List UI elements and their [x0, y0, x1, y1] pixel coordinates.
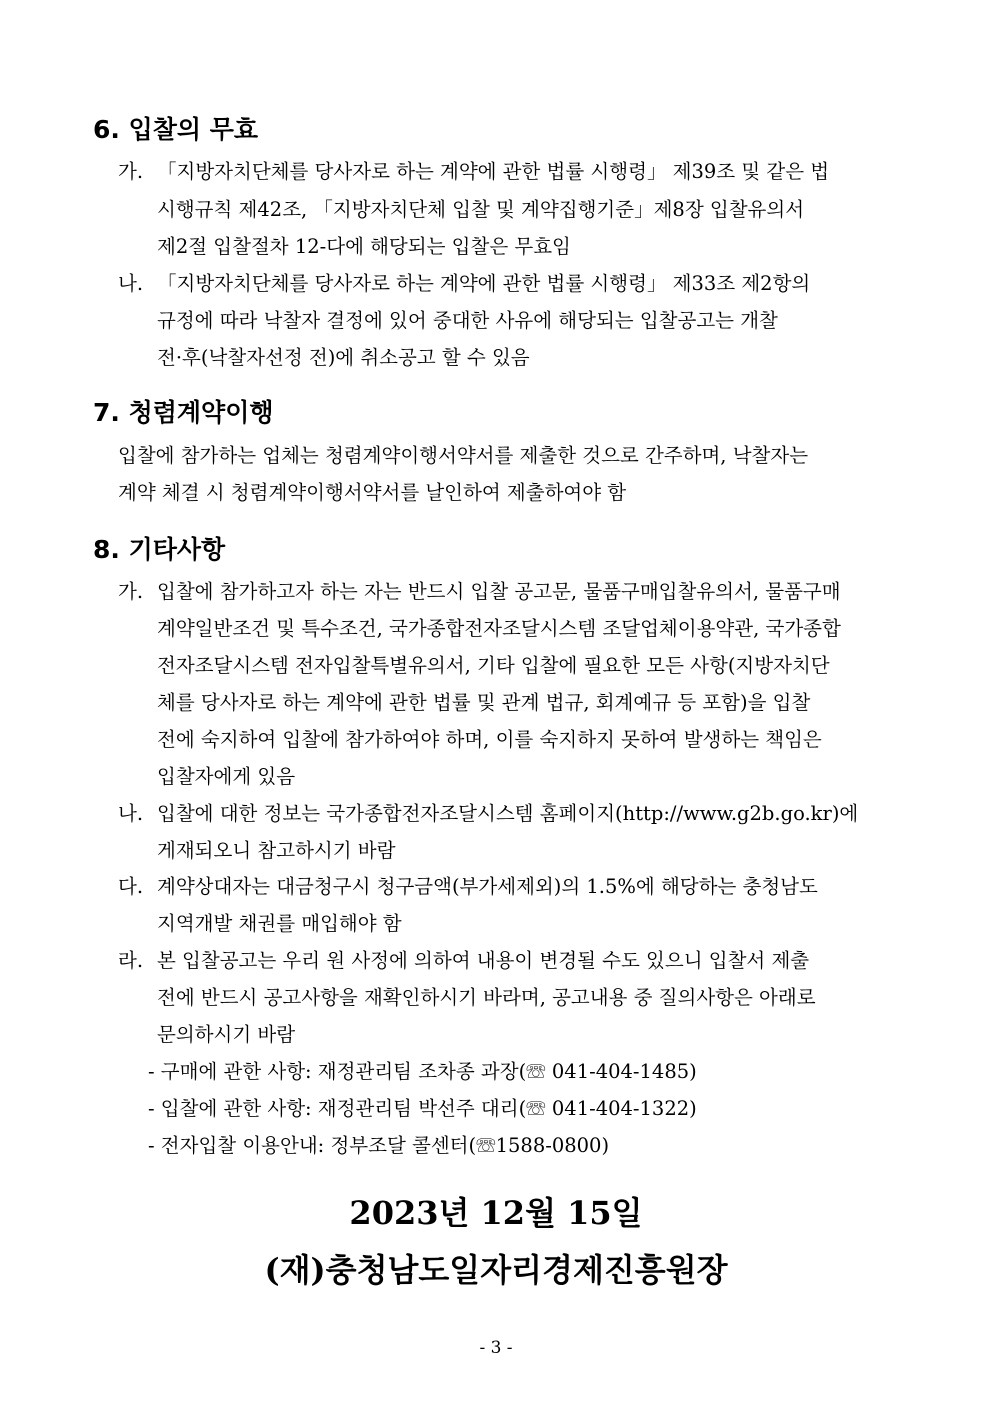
item-line: 시행규칙 제42조, 「지방자치단체 입찰 및 계약집행기준」제8장 입찰유의서	[157, 198, 805, 221]
item-line: 체를 당사자로 하는 계약에 관한 법률 및 관계 법규, 회계예규 등 포함)을 입찰	[157, 691, 811, 714]
item-line: 계약상대자는 대금청구시 청구금액(부가세제외)의 1.5%에 해당하는 충청남도	[157, 875, 818, 898]
item-line: 전에 숙지하여 입찰에 참가하여야 하며, 이를 숙지하지 못하여 발생하는 책임은	[157, 728, 822, 751]
item-line: 입찰에 대한 정보는 국가종합전자조달시스템 홈페이지(http://www.g2b.go.kr)에	[157, 802, 859, 825]
item-line: 입찰자에게 있음	[157, 765, 296, 788]
item-line: 문의하시기 바람	[157, 1023, 296, 1046]
item-marker: 나.	[118, 272, 144, 295]
section-heading-7: 7. 청렴계약이행	[93, 398, 274, 427]
item-marker: 가.	[118, 580, 144, 603]
item-line: 입찰에 참가하고자 하는 자는 반드시 입찰 공고문, 물품구매입찰유의서, 물품구매	[157, 580, 841, 603]
item-marker: 가.	[118, 160, 144, 183]
item-line: 계약일반조건 및 특수조건, 국가종합전자조달시스템 조달업체이용약관, 국가종합	[157, 617, 841, 640]
item-line: 「지방자치단체를 당사자로 하는 계약에 관한 법률 시행령」 제33조 제2항의	[157, 272, 811, 295]
contact-line-ebid: - 전자입찰 이용안내: 정부조달 콜센터(☏1588-0800)	[148, 1134, 610, 1157]
paragraph-line: 계약 체결 시 청렴계약이행서약서를 날인하여 제출하여야 함	[118, 481, 627, 504]
item-marker: 다.	[118, 875, 144, 898]
paragraph-line: 입찰에 참가하는 업체는 청렴계약이행서약서를 제출한 것으로 간주하며, 낙찰자는	[118, 444, 809, 467]
item-line: 전에 반드시 공고사항을 재확인하시기 바라며, 공고내용 중 질의사항은 아래로	[157, 986, 816, 1009]
notice-date: 2023년 12월 15일	[349, 1194, 643, 1232]
item-line: 지역개발 채권를 매입해야 함	[157, 912, 402, 935]
item-marker: 라.	[118, 949, 144, 972]
section-heading-8: 8. 기타사항	[93, 535, 226, 564]
item-line: 제2절 입찰절차 12-다에 해당되는 입찰은 무효임	[157, 235, 571, 258]
item-line: 본 입찰공고는 우리 원 사정에 의하여 내용이 변경될 수도 있으니 입찰서 제출	[157, 949, 810, 972]
item-line: 「지방자치단체를 당사자로 하는 계약에 관한 법률 시행령」 제39조 및 같은 법	[157, 160, 830, 183]
item-line: 전자조달시스템 전자입찰특별유의서, 기타 입찰에 필요한 모든 사항(지방자치단	[157, 654, 830, 677]
item-marker: 나.	[118, 802, 144, 825]
contact-line-bidding: - 입찰에 관한 사항: 재정관리팀 박선주 대리(☏ 041-404-1322)	[148, 1097, 697, 1120]
contact-line-purchase: - 구매에 관한 사항: 재정관리팀 조차종 과장(☏ 041-404-1485)	[148, 1060, 697, 1083]
section-heading-6: 6. 입찰의 무효	[93, 115, 259, 144]
issuer-name: (재)충청남도일자리경제진흥원장	[264, 1251, 728, 1289]
item-line: 게재되오니 참고하시기 바람	[157, 839, 396, 862]
page-number: - 3 -	[479, 1338, 513, 1358]
item-line: 전·후(낙찰자선정 전)에 취소공고 할 수 있음	[157, 346, 530, 369]
item-line: 규정에 따라 낙찰자 결정에 있어 중대한 사유에 해당되는 입찰공고는 개찰	[157, 309, 778, 332]
